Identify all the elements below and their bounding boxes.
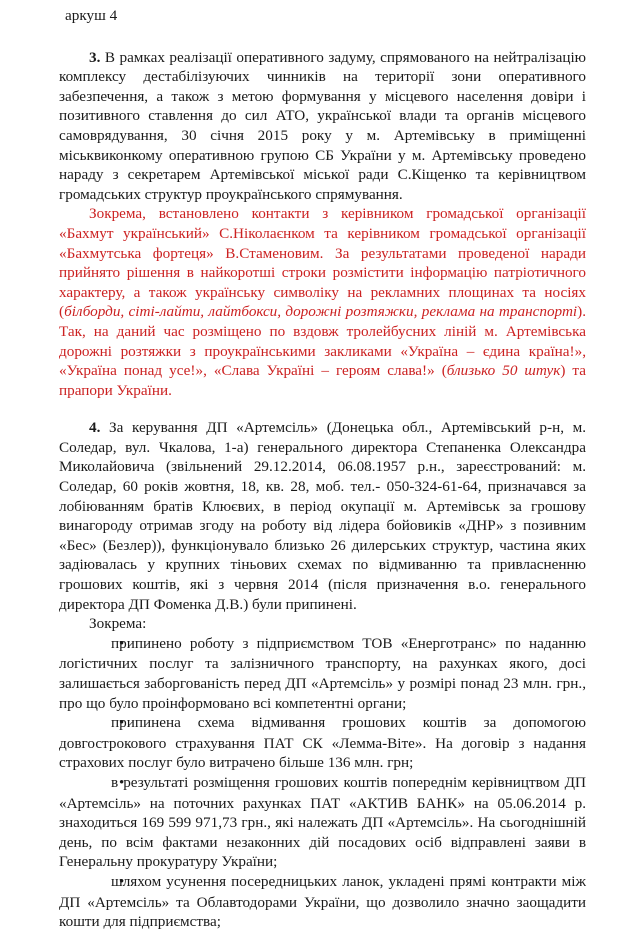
list-item	[59, 713, 586, 773]
section-3-paragraph	[59, 48, 586, 205]
section-4-intro: Зокрема:	[89, 615, 147, 633]
list-item-text: в результаті розміщення грошових коштів попереднім керівництвом ДП «Артемсіль» на поточних рахунках ПАТ «АКТИВ БАНК» на 05.06.2014 р. знаходиться 169 599 971,73 грн., які належать ДП «Артемсіль». На сьогоднішній день, по всім фактами незаконних дій посадових осіб відправлені заяви в Генеральну прокуратуру України;	[59, 773, 586, 871]
highlight-text-part1: Зокрема, встановлено контакти з керівником громадської організації «Бахмут український» С.Ніколаєнком та керівником громадської організації «Бахмутська фортеця» В.Стаменовим. За результатами проведеної наради прийнято рішення в найкоротші строки розмістити інформацію патріотичного характеру, а також українську символіку на рекламних площинах та носіях (	[59, 205, 586, 321]
sheet-number: аркуш 4	[65, 7, 118, 24]
highlight-italic-media-list: білборди, сіті-лайти, лайтбокси, дорожні розтяжки, реклама на транспорті	[64, 303, 578, 321]
highlight-text-part2: ). Так, на даний час розміщено по вздовж тролейбусних ліній м. Артемівська дорожні розтяжки з проукраїнськими закликами «Україна – єдина країна!», «Україна понад усе!», «Слава Україні – героям слава!» (	[59, 303, 586, 380]
section-3-number: 3.	[89, 48, 101, 66]
highlight-text-part3: ) та прапори України.	[59, 362, 586, 399]
highlight-italic-count: близько 50 штук	[446, 362, 561, 380]
section-3-highlighted-paragraph	[59, 204, 586, 400]
section-4-paragraph	[59, 418, 586, 614]
list-item	[59, 634, 586, 713]
section-3-text: В рамках реалізації оперативного задуму, спрямованого на нейтралізацію комплексу дестабілізуючих чинників на території зони оперативного забезпечення, а також з метою формування у місцевого населення довіри і позитивного ставлення до сил АТО, української влади та органів місцевого самоврядування, 30 січня 2015 року у м. Артемівську в приміщенні міськвиконкому оперативною групою СБ України у м. Артемівську проведено нараду з секретарем Артемівської міської ради С.Кіщенко та керівництвом громадських структур проукраїнського спрямування.	[59, 48, 587, 203]
list-item	[59, 773, 586, 872]
list-item	[59, 872, 586, 932]
list-item-text: шляхом усунення посередницьких ланок, укладені прямі контракти між ДП «Артемсіль» та Облавтодорами України, що дозволило значно заощадити кошти для підприємства;	[59, 872, 586, 931]
section-4-number: 4.	[89, 419, 101, 437]
list-item-text: припинено роботу з підприємством ТОВ «Енерготранс» по наданню логістичних послуг та залізничного транспорту, на рахунках якого, досі залишається заборгованість перед ДП «Артемсіль» у розмірі понад 23 млн. грн., про що було проінформовано всі компетентні органи;	[59, 634, 586, 712]
section-4-text: За керування ДП «Артемсіль» (Донецька обл., Артемівський р-н, м. Соледар, вул. Чкалова, 1-а) генерального директора Степаненка Олександра Миколайовича (звільнений 29.12.2014, 06.08.1957 р.н., зареєстрований: м. Соледар, 60 років жовтня, 18, кв. 28, моб. тел.- 050-324-61-64, призначався за лобіюванням братів Клюєвих, в період окупації м. Артемівськ за грошову винагороду отримав згоду на роботу від лідера бойовиків «ДНР» з позивним «Бес» (Безлер)), функціонувало близько 26 дилерських структур, частина яких задіювалась у крупних тіньових схемах по відмиванню та привласненню грошових коштів, які з червня 2014 (після призначення в.о. генерального директора ДП Фоменка Д.В.) були припинені.	[59, 419, 587, 613]
list-item-text: припинена схема відмивання грошових коштів за допомогою довгострокового страхування ПАТ СК «Лемма-Віте». На договір з надання страхових послуг було витрачено більше 136 млн. грн;	[59, 714, 586, 772]
